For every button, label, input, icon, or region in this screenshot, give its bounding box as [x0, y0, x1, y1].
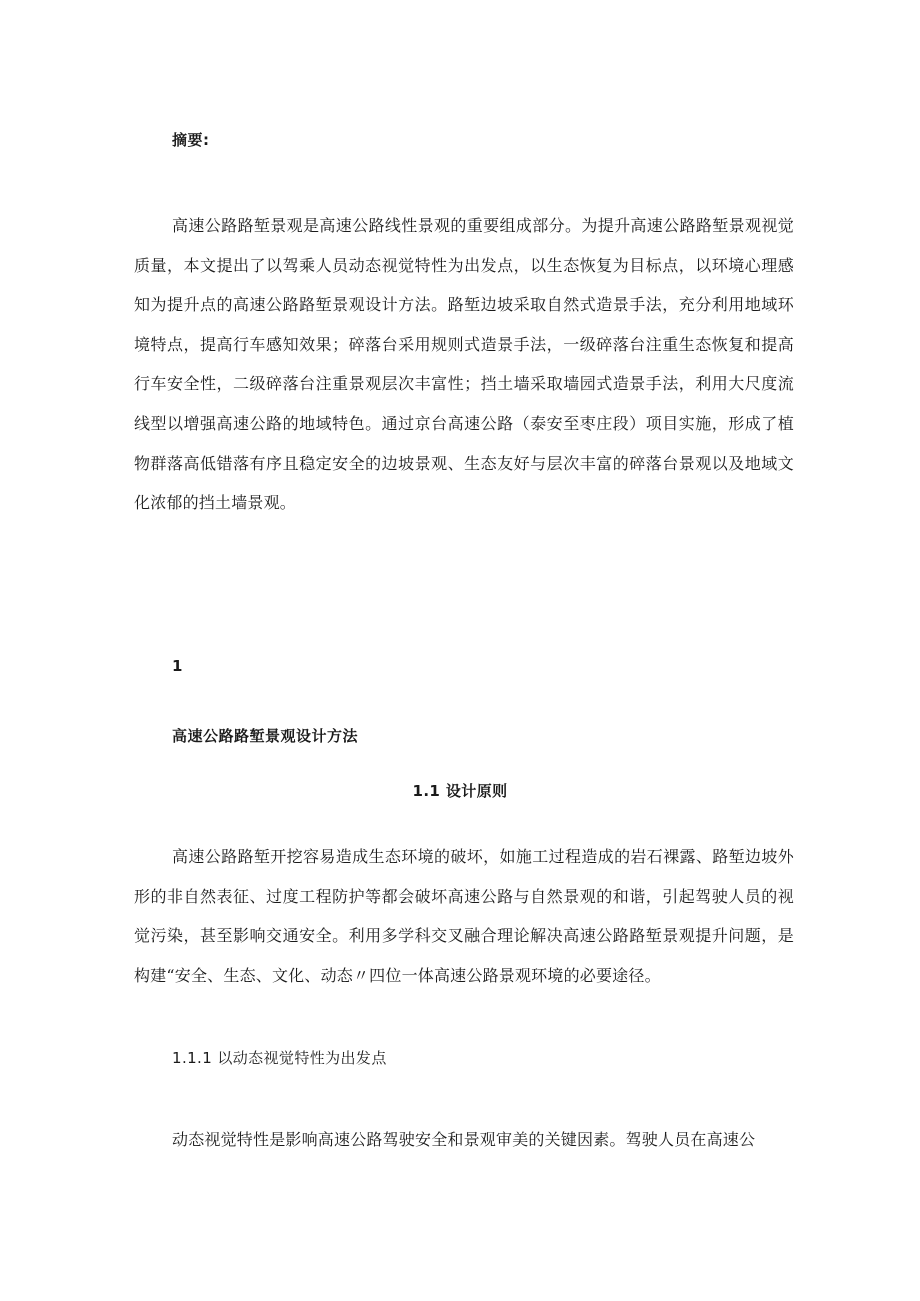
section-number: 1 [172, 657, 183, 675]
abstract-label: 摘要: [172, 131, 210, 149]
section-title: 高速公路路堑景观设计方法 [172, 727, 359, 745]
subsection-title: 1.1 设计原则 [412, 782, 508, 800]
abstract-paragraph: 高速公路路堑景观是高速公路线性景观的重要组成部分。为提升高速公路路堑景观视觉质量，本文提出了以驾乘人员动态视觉特性为出发点，以生态恢复为目标点，以环境心理感知为提升点的高速公路路堑景观设计方法。路堑边坡采取自然式造景手法，充分利用地域环境特点，提高行车感知效果；碎落台采用规则式造景手法，一级碎落台注重生态恢复和提高行车安全性，二级碎落台注重景观层次丰富性；挡土墙采取墙园式造景手法，利用大尺度流线型以增强高速公路的地域特色。通过京台高速公路（泰安至枣庄段）项目实施，形成了植物群落高低错落有序且稳定安全的边坡景观、生态友好与层次丰富的碎落台景观以及地域文化浓郁的挡土墙景观。 [134, 216, 794, 513]
subsection-paragraph: 高速公路路堑开挖容易造成生态环境的破坏，如施工过程造成的岩石裸露、路堑边坡外形的非自然表征、过度工程防护等都会破坏高速公路与自然景观的和谐，引起驾驶人员的视觉污染，甚至影响交通安全。利用多学科交叉融合理论解决高速公路路堑景观提升问题，是构建“安全、生态、文化、动态〃四位一体高速公路景观环境的必要途径。 [134, 847, 794, 985]
subsubsection-title: 1.1.1 以动态视觉特性为出发点 [172, 1049, 387, 1067]
subsubsection-paragraph: 动态视觉特性是影响高速公路驾驶安全和景观审美的关键因素。驾驶人员在高速公 [172, 1130, 756, 1149]
